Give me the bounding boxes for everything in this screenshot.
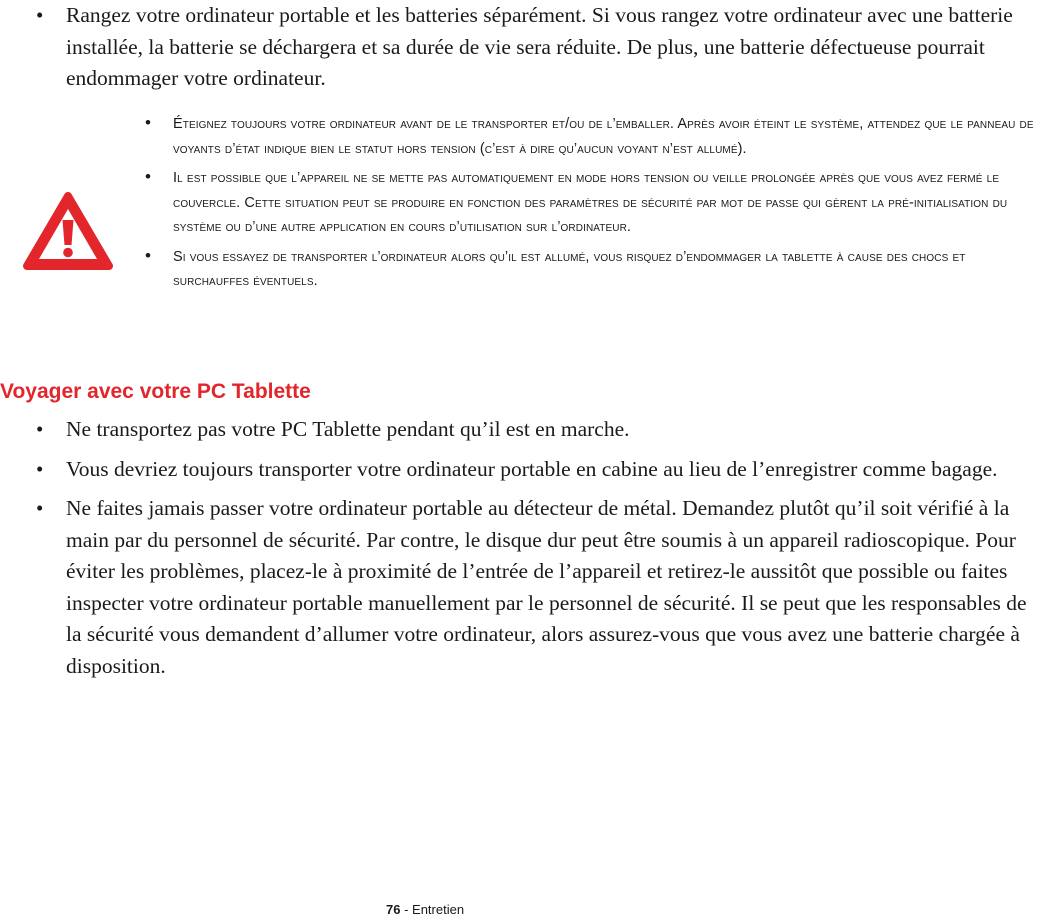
list-item-text: Rangez votre ordinateur portable et les batteries séparément. Si vous rangez votre ordinateur avec une batterie installée, la batterie se déchargera et sa durée de vie sera réduite. De plus, une batterie défectueuse pourrait endommager votre ordinateur. — [66, 3, 1013, 90]
warning-item — [145, 112, 1040, 161]
list-item-text: Vous devriez toujours transporter votre ordinateur portable en cabine au lieu de l’enregistrer comme bagage. — [66, 456, 998, 481]
bullet-icon: • — [145, 167, 152, 186]
bullet-icon: • — [145, 245, 152, 265]
list-item — [0, 414, 1040, 446]
warning-list — [145, 112, 1040, 299]
list-item-text: Ne transportez pas votre PC Tablette pendant qu’il est en marche. — [66, 417, 630, 441]
warning-item — [145, 166, 1040, 240]
page-number: 76 — [386, 902, 401, 917]
list-item — [0, 454, 1040, 486]
footer-section-name: Entretien — [412, 902, 465, 917]
list-item-text: Ne faites jamais passer votre ordinateur portable au détecteur de métal. Demandez plutôt qu’il soit vérifié à la main par du personnel de sécurité. Par contre, le disque dur peut être soumis à un appareil radioscopique. Pour éviter les problèmes, placez-le à proximité de l’entrée de l’appareil et retirez-le aussitôt que possible ou faites inspecter votre ordinateur portable manuellement par le personnel de sécurité. Il se peut que les responsables de la sécurité vous demandent d’allumer votre ordinateur, alors assurez-vous que vous avez une batterie chargée à disposition. — [66, 496, 1027, 678]
warning-item — [145, 245, 1040, 294]
warning-item-text: Éteignez toujours votre ordinateur avant de le transporter et/ou de l’emballer. Après avoir éteint le système, attendez que le panneau de voyants d’état indique bien le statut hors tension (c’est à dire qu’aucun voyant n’est allumé). — [173, 116, 1034, 157]
warning-item-text: Si vous essayez de transporter l’ordinateur alors qu’il est allumé, vous risquez d’endommager la tablette à cause des chocs et surchauffes éventuels. — [173, 248, 966, 289]
list-item — [0, 493, 1040, 682]
footer-separator: - — [400, 902, 413, 917]
travel-bullet-list — [0, 414, 1040, 690]
warning-box — [0, 112, 1040, 337]
bullet-icon: • — [36, 496, 44, 520]
warning-item-text: Il est possible que l’appareil ne se mette pas automatiquement en mode hors tension ou veille prolongée après que vous avez fermé le couvercle. Cette situation peut se produire en fonction des paramètres de sécurité par mot de passe qui gèrent la pré-initialisation du système ou d’une autre application en cours d’utilisation sur l’ordinateur. — [173, 170, 1008, 235]
section-heading: Voyager avec votre PC Tablette — [0, 380, 311, 403]
storage-bullet-list — [0, 0, 1040, 103]
page-footer — [386, 902, 464, 917]
bullet-icon: • — [36, 456, 44, 481]
bullet-icon: • — [36, 417, 44, 441]
list-item — [0, 0, 1040, 95]
bullet-icon: • — [145, 113, 152, 132]
bullet-icon: • — [36, 3, 44, 27]
warning-triangle-icon — [22, 190, 114, 272]
